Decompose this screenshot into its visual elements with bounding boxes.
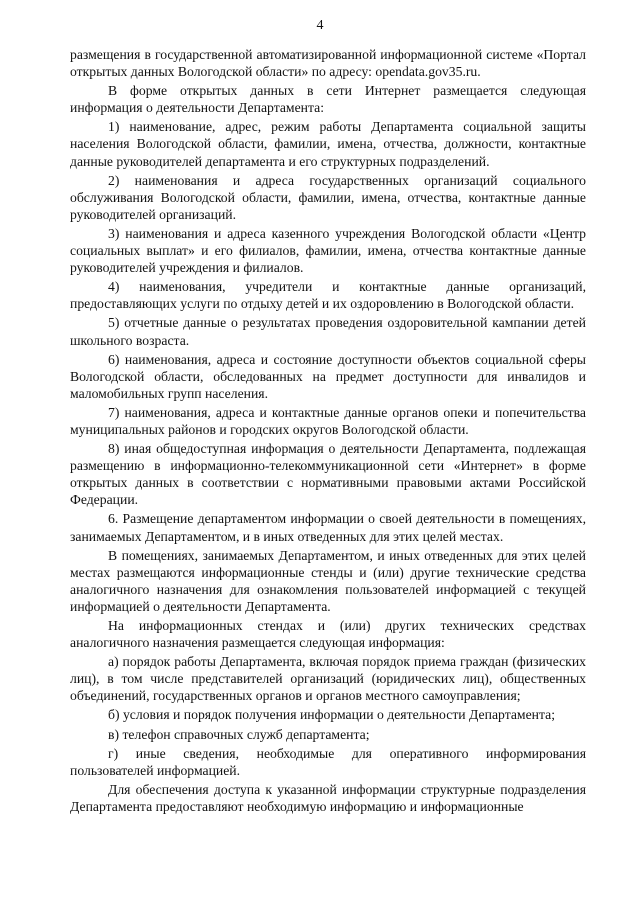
list-item-3: 3) наименования и адреса казенного учреждения Вологодской области «Центр социальных выплат» и его филиалов, фамилии, имена, отчества контактные данные руководителей учреждения и филиалов. (70, 225, 586, 276)
list-item-v: в) телефон справочных служб департамента; (108, 726, 370, 742)
paragraph-stand-contents-intro: На информационных стендах и (или) других технических средствах аналогичного назначения размещается следующая информация: (70, 618, 586, 651)
paragraph-info-stands: В помещениях, занимаемых Департаментом, и иных отведенных для этих целей местах размещаются информационные стенды и (или) другие технические средства аналогичного назначения для ознакомления пользователей информацией с текущей информацией о деятельности Департамента. (70, 547, 586, 614)
list-item-6: 6) наименования, адреса и состояние доступности объектов социальной сферы Вологодской области, обследованных на предмет доступности для инвалидов и маломобильных групп населения. (70, 351, 586, 401)
list-item-1: 1) наименование, адрес, режим работы Департамента социальной защиты населения Вологодской области, фамилии, имена, отчества, должности, контактные данные руководителей департамента и его структурных подразделений. (70, 119, 586, 169)
list-item-7: 7) наименования, адреса и контактные данные органов опеки и попечительства муниципальных районов и городских округов Вологодской области. (70, 404, 586, 437)
list-item-g: г) иные сведения, необходимые для оперативного информирования пользователей информацией. (70, 745, 586, 778)
list-item-8: 8) иная общедоступная информация о деятельности Департамента, подлежащая размещению в информационно-телекоммуникационной сети «Интернет» в форме открытых данных в соответствии с нормативными правовыми актами Российской Федерации. (70, 441, 586, 508)
paragraph-continuation: размещения в государственной автоматизированной информационной системе «Портал открытых данных Вологодской области» по адресу: opendata.gov35.ru. (70, 47, 586, 80)
paragraph-access: Для обеспечения доступа к указанной информации структурные подразделения Департамента предоставляют необходимую информацию и информационные (70, 781, 586, 814)
list-item-b: б) условия и порядок получения информации о деятельности Департамента; (108, 707, 556, 723)
list-item-4: 4) наименования, учредители и контактные данные организаций, предоставляющих услуги по отдыху детей и их оздоровлению в Вологодской области. (70, 279, 586, 312)
page-number: 4 (316, 18, 324, 33)
document-body (70, 46, 586, 817)
list-item-a: а) порядок работы Департамента, включая порядок приема граждан (физических лиц), в том числе представителей организаций (юридических лиц), общественных объединений, государственных органов и органов местного самоуправления; (70, 654, 586, 704)
paragraph-open-data-intro: В форме открытых данных в сети Интернет размещается следующая информация о деятельности Департамента: (70, 83, 586, 116)
section-6-heading: 6. Размещение департаментом информации о своей деятельности в помещениях, занимаемых Департаментом, и в иных отведенных для этих целей местах. (70, 511, 586, 544)
list-item-2: 2) наименования и адреса государственных организаций социального обслуживания Вологодской области, фамилии, имена, отчества, контактные данные руководителей организаций. (70, 172, 586, 222)
list-item-5: 5) отчетные данные о результатах проведения оздоровительной кампании детей школьного возраста. (70, 315, 586, 348)
